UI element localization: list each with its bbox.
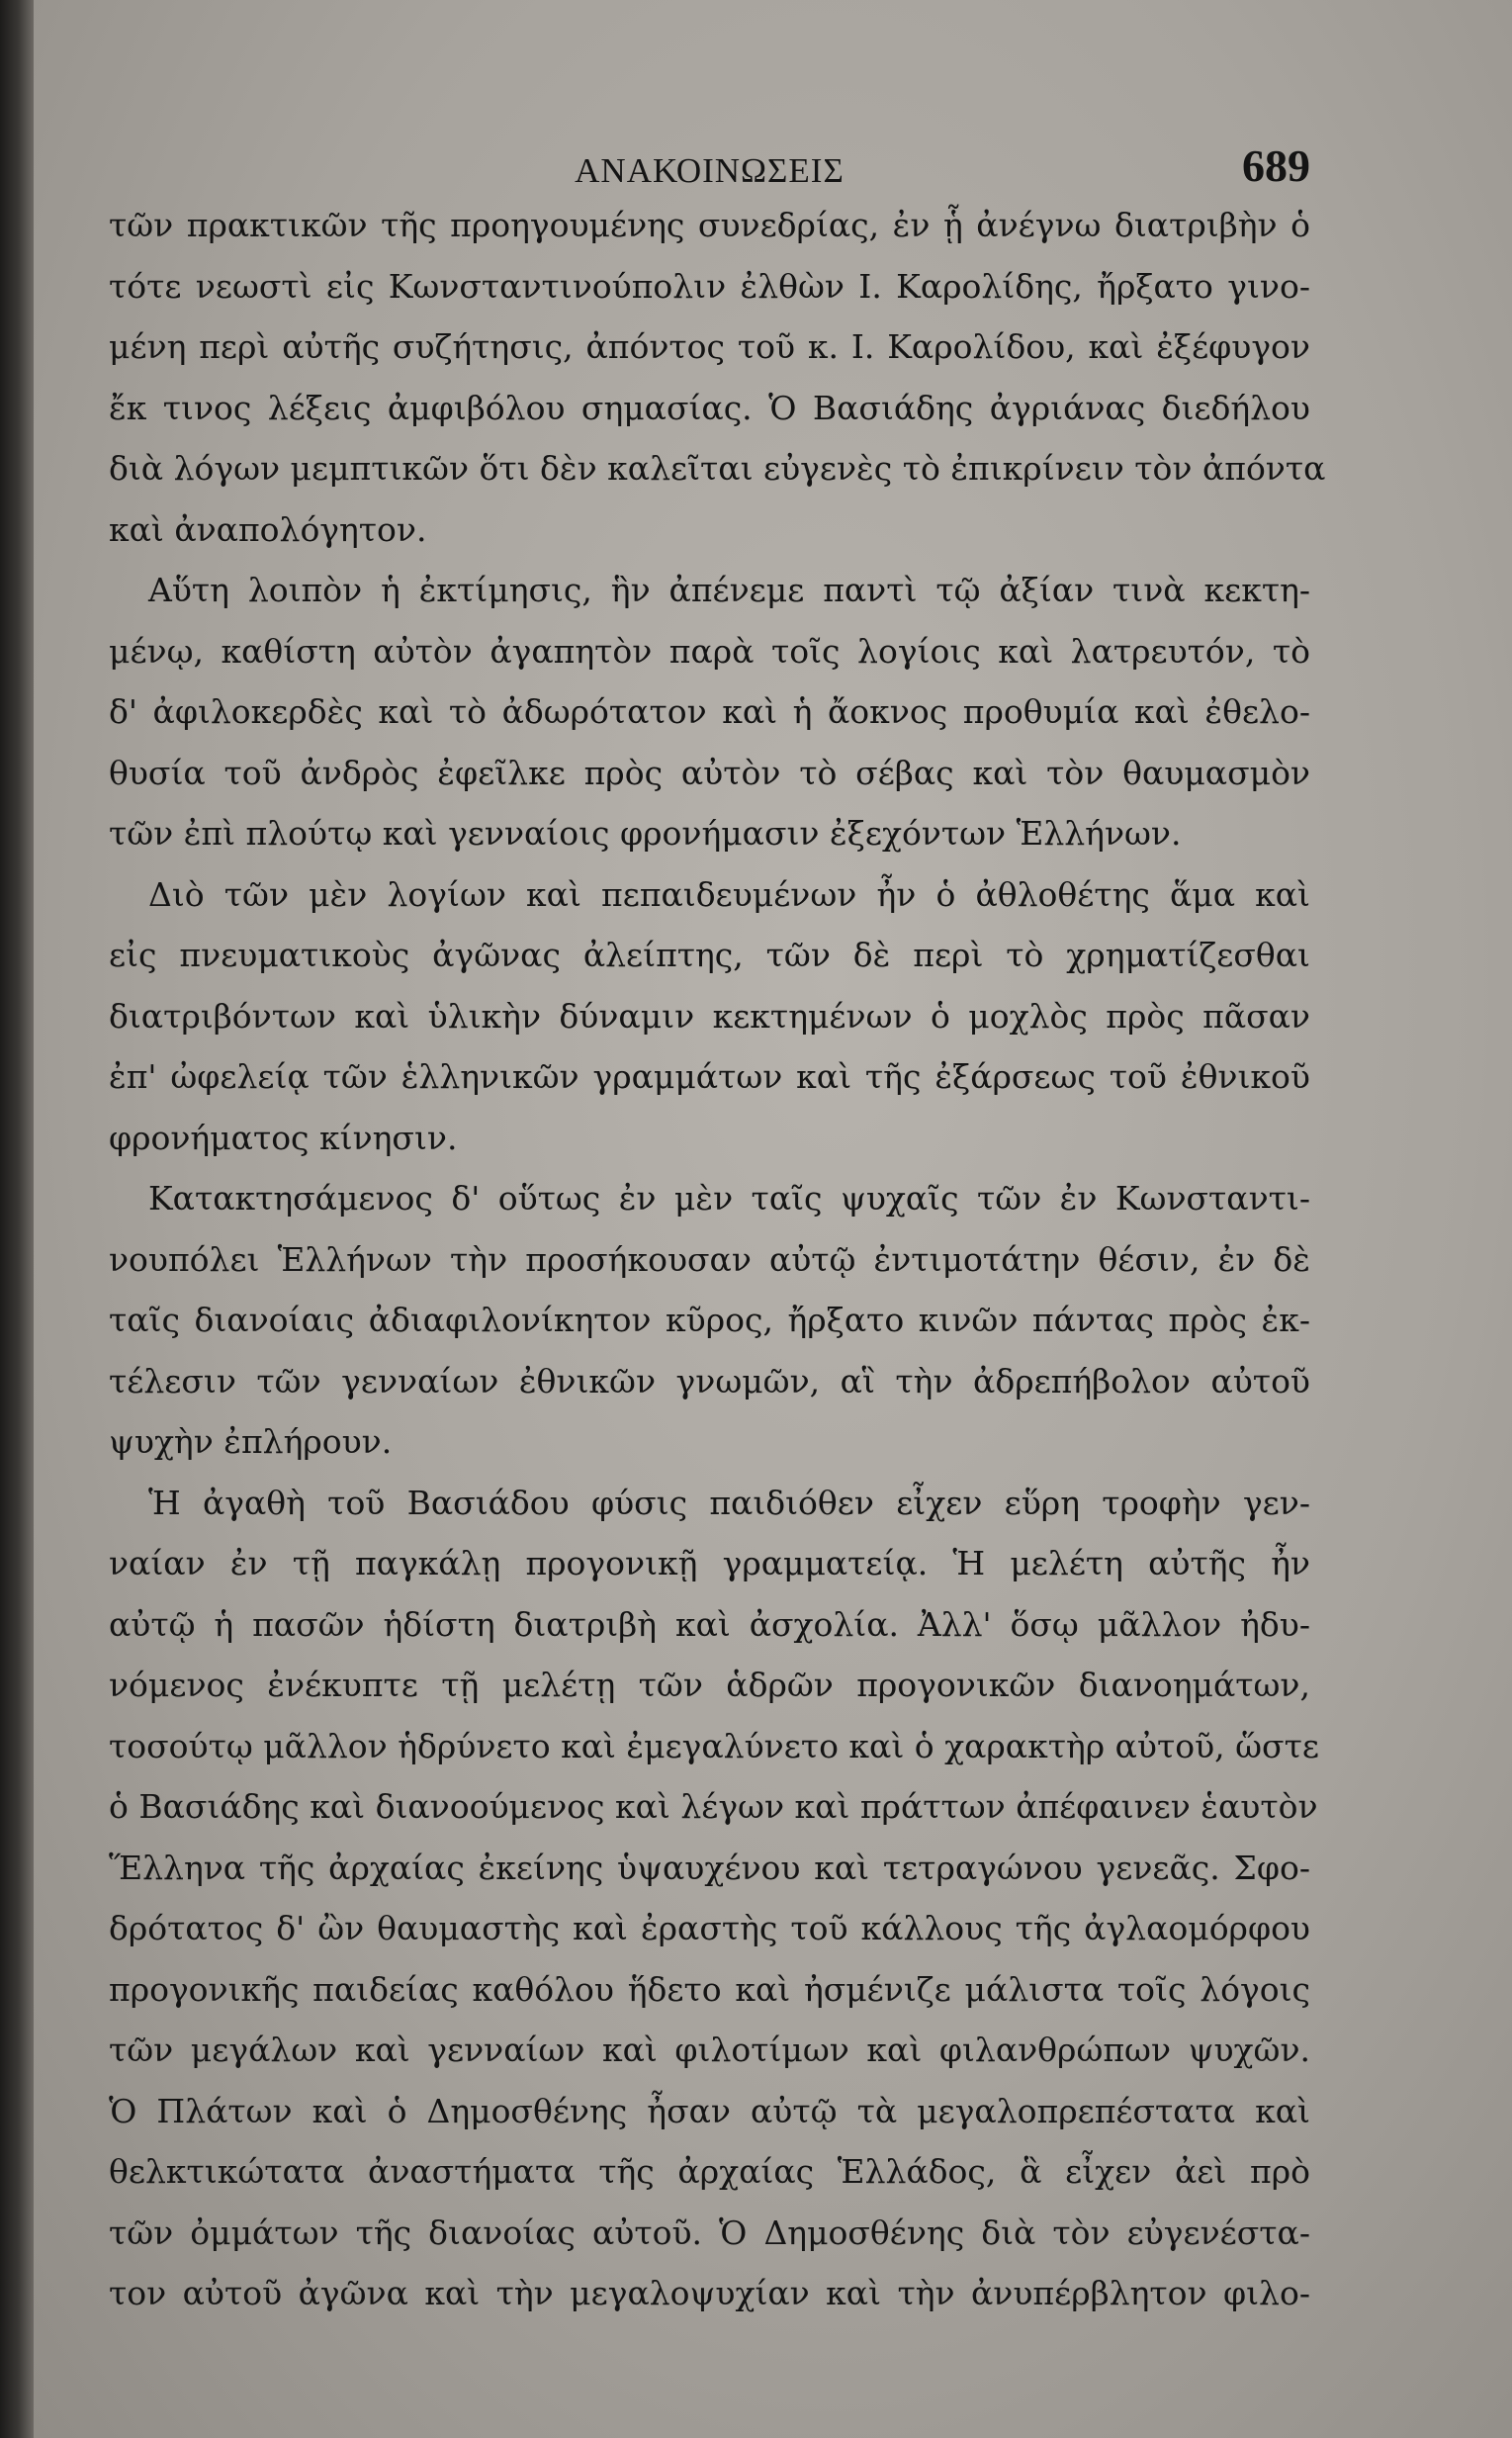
text-line: διὰ λόγων μεμπτικῶν ὅτι δὲν καλεῖται εὐγενὲς τὸ ἐπικρίνειν τὸν ἀπόντα (109, 449, 1326, 488)
text-line: τότε νεωστὶ εἰς Κωνσταντινούπολιν ἐλθὼν Ι. Καρολίδης, ἤρξατο γινο- (109, 266, 1310, 306)
text-line: τῶν ὀμμάτων τῆς διανοίας αὐτοῦ. Ὁ Δημοσθένης διὰ τὸν εὐγενέστα- (109, 2212, 1310, 2252)
text-line: Ἕλληνα τῆς ἀρχαίας ἐκείνης ὑψαυχένου καὶ τετραγώνου γενεᾶς. Σφο- (109, 1848, 1310, 1887)
text-line: διατριβόντων καὶ ὑλικὴν δύναμιν κεκτημένων ὁ μοχλὸς πρὸς πᾶσαν (109, 996, 1310, 1036)
text-line: δρότατος δ' ὢν θαυμαστὴς καὶ ἐραστὴς τοῦ κάλλους τῆς ἀγλαομόρφου (109, 1909, 1310, 1947)
text-line: εἰς πνευματικοὺς ἀγῶνας ἀλείπτης, τῶν δὲ περὶ τὸ χρηματίζεσθαι (109, 936, 1310, 974)
running-title: ΑΝΑΚΟΙΝΩΣΕΙΣ (575, 151, 845, 190)
text-line: ὁ Βασιάδης καὶ διανοούμενος καὶ λέγων καὶ πράττων ἀπέφαινεν ἑαυτὸν (109, 1787, 1318, 1826)
paragraph-start-line: Διὸ τῶν μὲν λογίων καὶ πεπαιδευμένων ἦν ὁ ἀθλοθέτης ἅμα καὶ (148, 874, 1310, 914)
page-content (109, 114, 1326, 2324)
text-line: τῶν μεγάλων καὶ γενναίων καὶ φιλοτίμων καὶ φιλανθρώπων ψυχῶν. (109, 2031, 1310, 2069)
text-line: τῶν ἐπὶ πλούτῳ καὶ γενναίοις φρονήμασιν ἐξεχόντων Ἑλλήνων. (109, 814, 1182, 853)
text-line: ἔκ τινος λέξεις ἀμφιβόλου σημασίας. Ὁ Βασιάδης ἀγριάνας διεδήλου (109, 388, 1310, 427)
text-line: ψυχὴν ἐπλήρουν. (109, 1422, 393, 1461)
text-line: τον αὐτοῦ ἀγῶνα καὶ τὴν μεγαλοψυχίαν καὶ τὴν ἀνυπέρβλητον φιλο- (109, 2274, 1310, 2312)
text-line: ἐπ' ὠφελείᾳ τῶν ἑλληνικῶν γραμμάτων καὶ τῆς ἐξάρσεως τοῦ ἐθνικοῦ (109, 1057, 1310, 1096)
text-line: ταῖς διανοίαις ἀδιαφιλονίκητον κῦρος, ἤρξατο κινῶν πάντας πρὸς ἐκ- (109, 1301, 1310, 1339)
paragraph-start-line: Αὕτη λοιπὸν ἡ ἐκτίμησις, ἣν ἀπένεμε παντὶ τῷ ἀξίαν τινὰ κεκτη- (148, 571, 1310, 609)
text-line: δ' ἀφιλοκερδὲς καὶ τὸ ἀδωρότατον καὶ ἡ ἄοκνος προθυμία καὶ ἐθελο- (109, 692, 1310, 731)
text-line: Ὁ Πλάτων καὶ ὁ Δημοσθένης ἦσαν αὐτῷ τὰ μεγαλοπρεπέστατα καὶ (109, 2091, 1310, 2130)
text-line: αὐτῷ ἡ πασῶν ἡδίστη διατριβὴ καὶ ἀσχολία. Ἀλλ' ὅσῳ μᾶλλον ἠδυ- (109, 1604, 1310, 1644)
text-line: καὶ ἀναπολόγητον. (109, 509, 427, 549)
text-line: τοσούτῳ μᾶλλον ἡδρύνετο καὶ ἐμεγαλύνετο καὶ ὁ χαρακτὴρ αὐτοῦ, ὥστε (109, 1726, 1319, 1765)
running-header (109, 114, 1310, 191)
text-line: μένῳ, καθίστη αὐτὸν ἀγαπητὸν παρὰ τοῖς λογίοις καὶ λατρευτόν, τὸ (109, 631, 1310, 671)
paragraph-start-line: Κατακτησάμενος δ' οὕτως ἐν μὲν ταῖς ψυχαῖς τῶν ἐν Κωνσταντι- (148, 1179, 1310, 1218)
text-line: θυσία τοῦ ἀνδρὸς ἐφεῖλκε πρὸς αὐτὸν τὸ σέβας καὶ τὸν θαυμασμὸν (109, 753, 1310, 792)
paragraph-start-line: Ἡ ἀγαθὴ τοῦ Βασιάδου φύσις παιδιόθεν εἶχεν εὕρη τροφὴν γεν- (148, 1483, 1310, 1522)
text-line: ναίαν ἐν τῇ παγκάλῃ προγονικῇ γραμματείᾳ. Ἡ μελέτη αὐτῆς ἦν (109, 1544, 1310, 1582)
page-number: 689 (1242, 140, 1310, 191)
book-gutter-shadow (0, 0, 34, 2438)
text-line: τῶν πρακτικῶν τῆς προηγουμένης συνεδρίας, ἐν ᾗ ἀνέγνω διατριβὴν ὁ (109, 206, 1310, 244)
text-line: μένη περὶ αὐτῆς συζήτησις, ἀπόντος τοῦ κ. Ι. Καρολίδου, καὶ ἐξέφυγον (109, 327, 1310, 366)
text-line: νόμενος ἐνέκυπτε τῇ μελέτῃ τῶν ἁδρῶν προγονικῶν διανοημάτων, (109, 1666, 1310, 1704)
body-text (109, 195, 1326, 2324)
text-line: θελκτικώτατα ἀναστήματα τῆς ἀρχαίας Ἑλλάδος, ἃ εἶχεν ἀεὶ πρὸ (109, 2152, 1310, 2191)
text-line: προγονικῆς παιδείας καθόλου ἥδετο καὶ ἠσμένιζε μάλιστα τοῖς λόγοις (109, 1969, 1310, 2009)
text-line: νουπόλει Ἑλλήνων τὴν προσήκουσαν αὐτῷ ἐντιμοτάτην θέσιν, ἐν δὲ (109, 1239, 1310, 1279)
text-line: τέλεσιν τῶν γενναίων ἐθνικῶν γνωμῶν, αἳ τὴν ἀδρεπήβολον αὐτοῦ (109, 1361, 1310, 1400)
text-line: φρονήματος κίνησιν. (109, 1118, 458, 1157)
